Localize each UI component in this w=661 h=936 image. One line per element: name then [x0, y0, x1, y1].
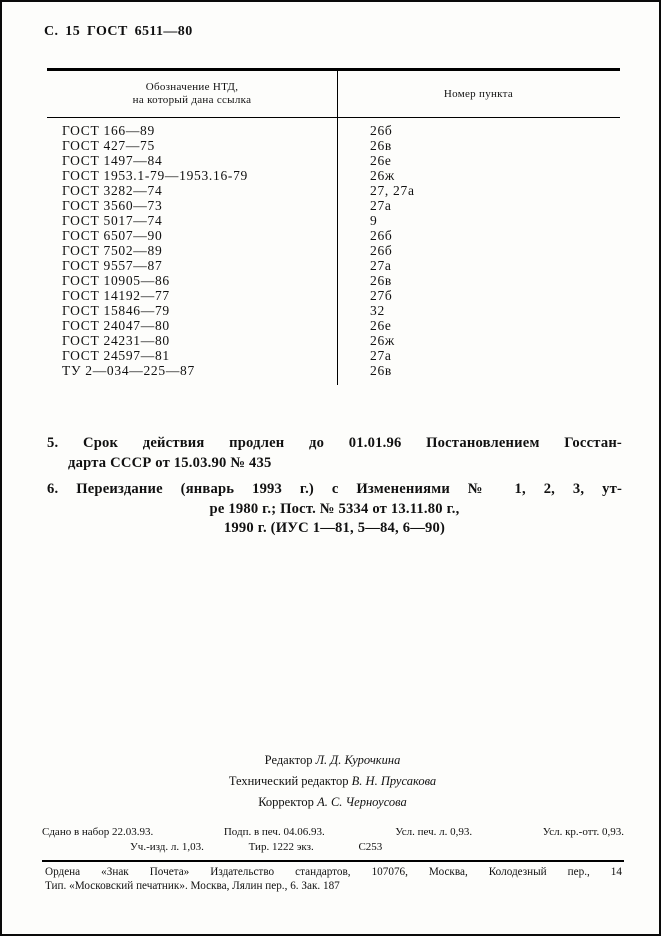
table-row	[47, 138, 620, 153]
imprint-print-sheets: Усл. печ. л. 0,93.	[395, 826, 473, 838]
ref-cell: ГОСТ 1497—84	[62, 153, 163, 168]
point-cell: 26б	[370, 123, 393, 138]
ref-cell: ГОСТ 5017—74	[62, 213, 163, 228]
ref-cell: ГОСТ 14192—77	[62, 288, 170, 303]
ref-cell: ГОСТ 10905—86	[62, 273, 170, 288]
ref-cell: ГОСТ 24047—80	[62, 318, 170, 333]
ref-cell: ГОСТ 6507—90	[62, 228, 163, 243]
point-cell: 26в	[370, 363, 392, 378]
ref-cell: ГОСТ 24231—80	[62, 333, 170, 348]
credit-tech-editor-role: Технический редактор	[228, 774, 349, 788]
credit-editor-role: Редактор	[264, 753, 313, 767]
table-row	[47, 318, 620, 333]
table-row	[47, 168, 620, 183]
column-header-designation-line2: на который дана ссылка	[132, 94, 252, 106]
credit-editor-name: Л. Д. Курочкина	[315, 753, 401, 767]
point-cell: 26ж	[370, 168, 395, 183]
table-row	[47, 273, 620, 288]
table-row	[47, 348, 620, 363]
point-cell: 26б	[370, 243, 393, 258]
ref-cell: ГОСТ 1953.1-79—1953.16-79	[62, 168, 248, 183]
table-row	[47, 198, 620, 213]
table-row	[47, 183, 620, 198]
point-cell: 27б	[370, 288, 393, 303]
point-cell: 26в	[370, 273, 392, 288]
table-row	[47, 363, 620, 378]
credit-proofreader-name: А. С. Черноусова	[317, 795, 407, 809]
point-cell: 27а	[370, 258, 392, 273]
imprint-typeset-date: Сдано в набор 22.03.93.	[42, 826, 154, 838]
table-row	[47, 258, 620, 273]
imprint-line2	[130, 841, 382, 853]
credit-editor	[2, 750, 661, 771]
ref-cell: ГОСТ 7502—89	[62, 243, 163, 258]
table-row	[47, 333, 620, 348]
point-cell: 26б	[370, 228, 393, 243]
table-row	[47, 228, 620, 243]
publisher-address: Ордена «Знак Почета» Издательство стандартов, 107076, Москва, Колодезный пер., 14	[45, 866, 622, 878]
imprint-ink-sheets: Усл. кр.-отт. 0,93.	[542, 826, 624, 838]
ref-cell: ГОСТ 24597—81	[62, 348, 170, 363]
credit-tech-editor	[2, 771, 661, 792]
ref-cell: ГОСТ 15846—79	[62, 303, 170, 318]
point-cell: 27а	[370, 348, 392, 363]
paragraph-5-line1: 5. Срок действия продлен до 01.01.96 Постановлением Госстан-	[47, 435, 622, 451]
imprint-print-date: Подп. в печ. 04.06.93.	[223, 826, 325, 838]
colophon-credits	[2, 750, 661, 813]
page-header: С. 15 ГОСТ 6511—80	[44, 24, 193, 39]
table-row	[47, 288, 620, 303]
table-column-divider	[337, 71, 338, 385]
credit-proofreader-role: Корректор	[258, 795, 314, 809]
ref-cell: ГОСТ 9557—87	[62, 258, 163, 273]
footer-divider	[42, 860, 624, 862]
imprint-pub-sheets: Уч.-изд. л. 1,03.	[130, 841, 204, 853]
table-row	[47, 243, 620, 258]
paragraph-5-line2: дарта СССР от 15.03.90 № 435	[68, 454, 272, 471]
table-row	[47, 303, 620, 318]
imprint-print-run: Тир. 1222 экз.	[248, 841, 314, 853]
point-cell: 9	[370, 213, 378, 228]
ref-cell: ГОСТ 3560—73	[62, 198, 163, 213]
table-row	[47, 213, 620, 228]
credit-proofreader	[2, 792, 661, 813]
ref-cell: ГОСТ 166—89	[62, 123, 155, 138]
paragraph-5	[47, 434, 622, 473]
point-cell: 26ж	[370, 333, 395, 348]
printer-address: Тип. «Московский печатник». Москва, Лялин пер., 6. Зак. 187	[45, 880, 340, 892]
column-header-designation	[47, 81, 337, 107]
point-cell: 27, 27а	[370, 183, 415, 198]
point-cell: 32	[370, 303, 385, 318]
imprint-line1	[42, 826, 624, 838]
ref-cell: ГОСТ 3282—74	[62, 183, 163, 198]
paragraph-6-line3: 1990 г. (ИУС 1—81, 5—84, 6—90)	[223, 520, 446, 536]
column-header-designation-line1: Обозначение НТД,	[145, 81, 239, 93]
credit-tech-editor-name: В. Н. Прусакова	[351, 774, 437, 788]
paragraph-6-line2: ре 1980 г.; Пост. № 5334 от 13.11.80 г.,	[209, 500, 460, 517]
table-header-row	[47, 71, 620, 118]
point-cell: 26е	[370, 153, 392, 168]
imprint-code: С253	[358, 841, 383, 853]
paragraph-6	[47, 480, 622, 539]
references-table	[47, 68, 620, 385]
point-cell: 27а	[370, 198, 392, 213]
ref-cell: ГОСТ 427—75	[62, 138, 155, 153]
ref-cell: ТУ 2—034—225—87	[62, 363, 195, 378]
point-cell: 26в	[370, 138, 392, 153]
table-row	[47, 123, 620, 138]
table-body	[47, 118, 620, 385]
point-cell: 26е	[370, 318, 392, 333]
column-header-point-number: Номер пункта	[443, 88, 514, 100]
paragraph-6-line1: 6. Переиздание (январь 1993 г.) с Изменениями № 1, 2, 3, ут-	[47, 481, 622, 497]
table-row	[47, 153, 620, 168]
